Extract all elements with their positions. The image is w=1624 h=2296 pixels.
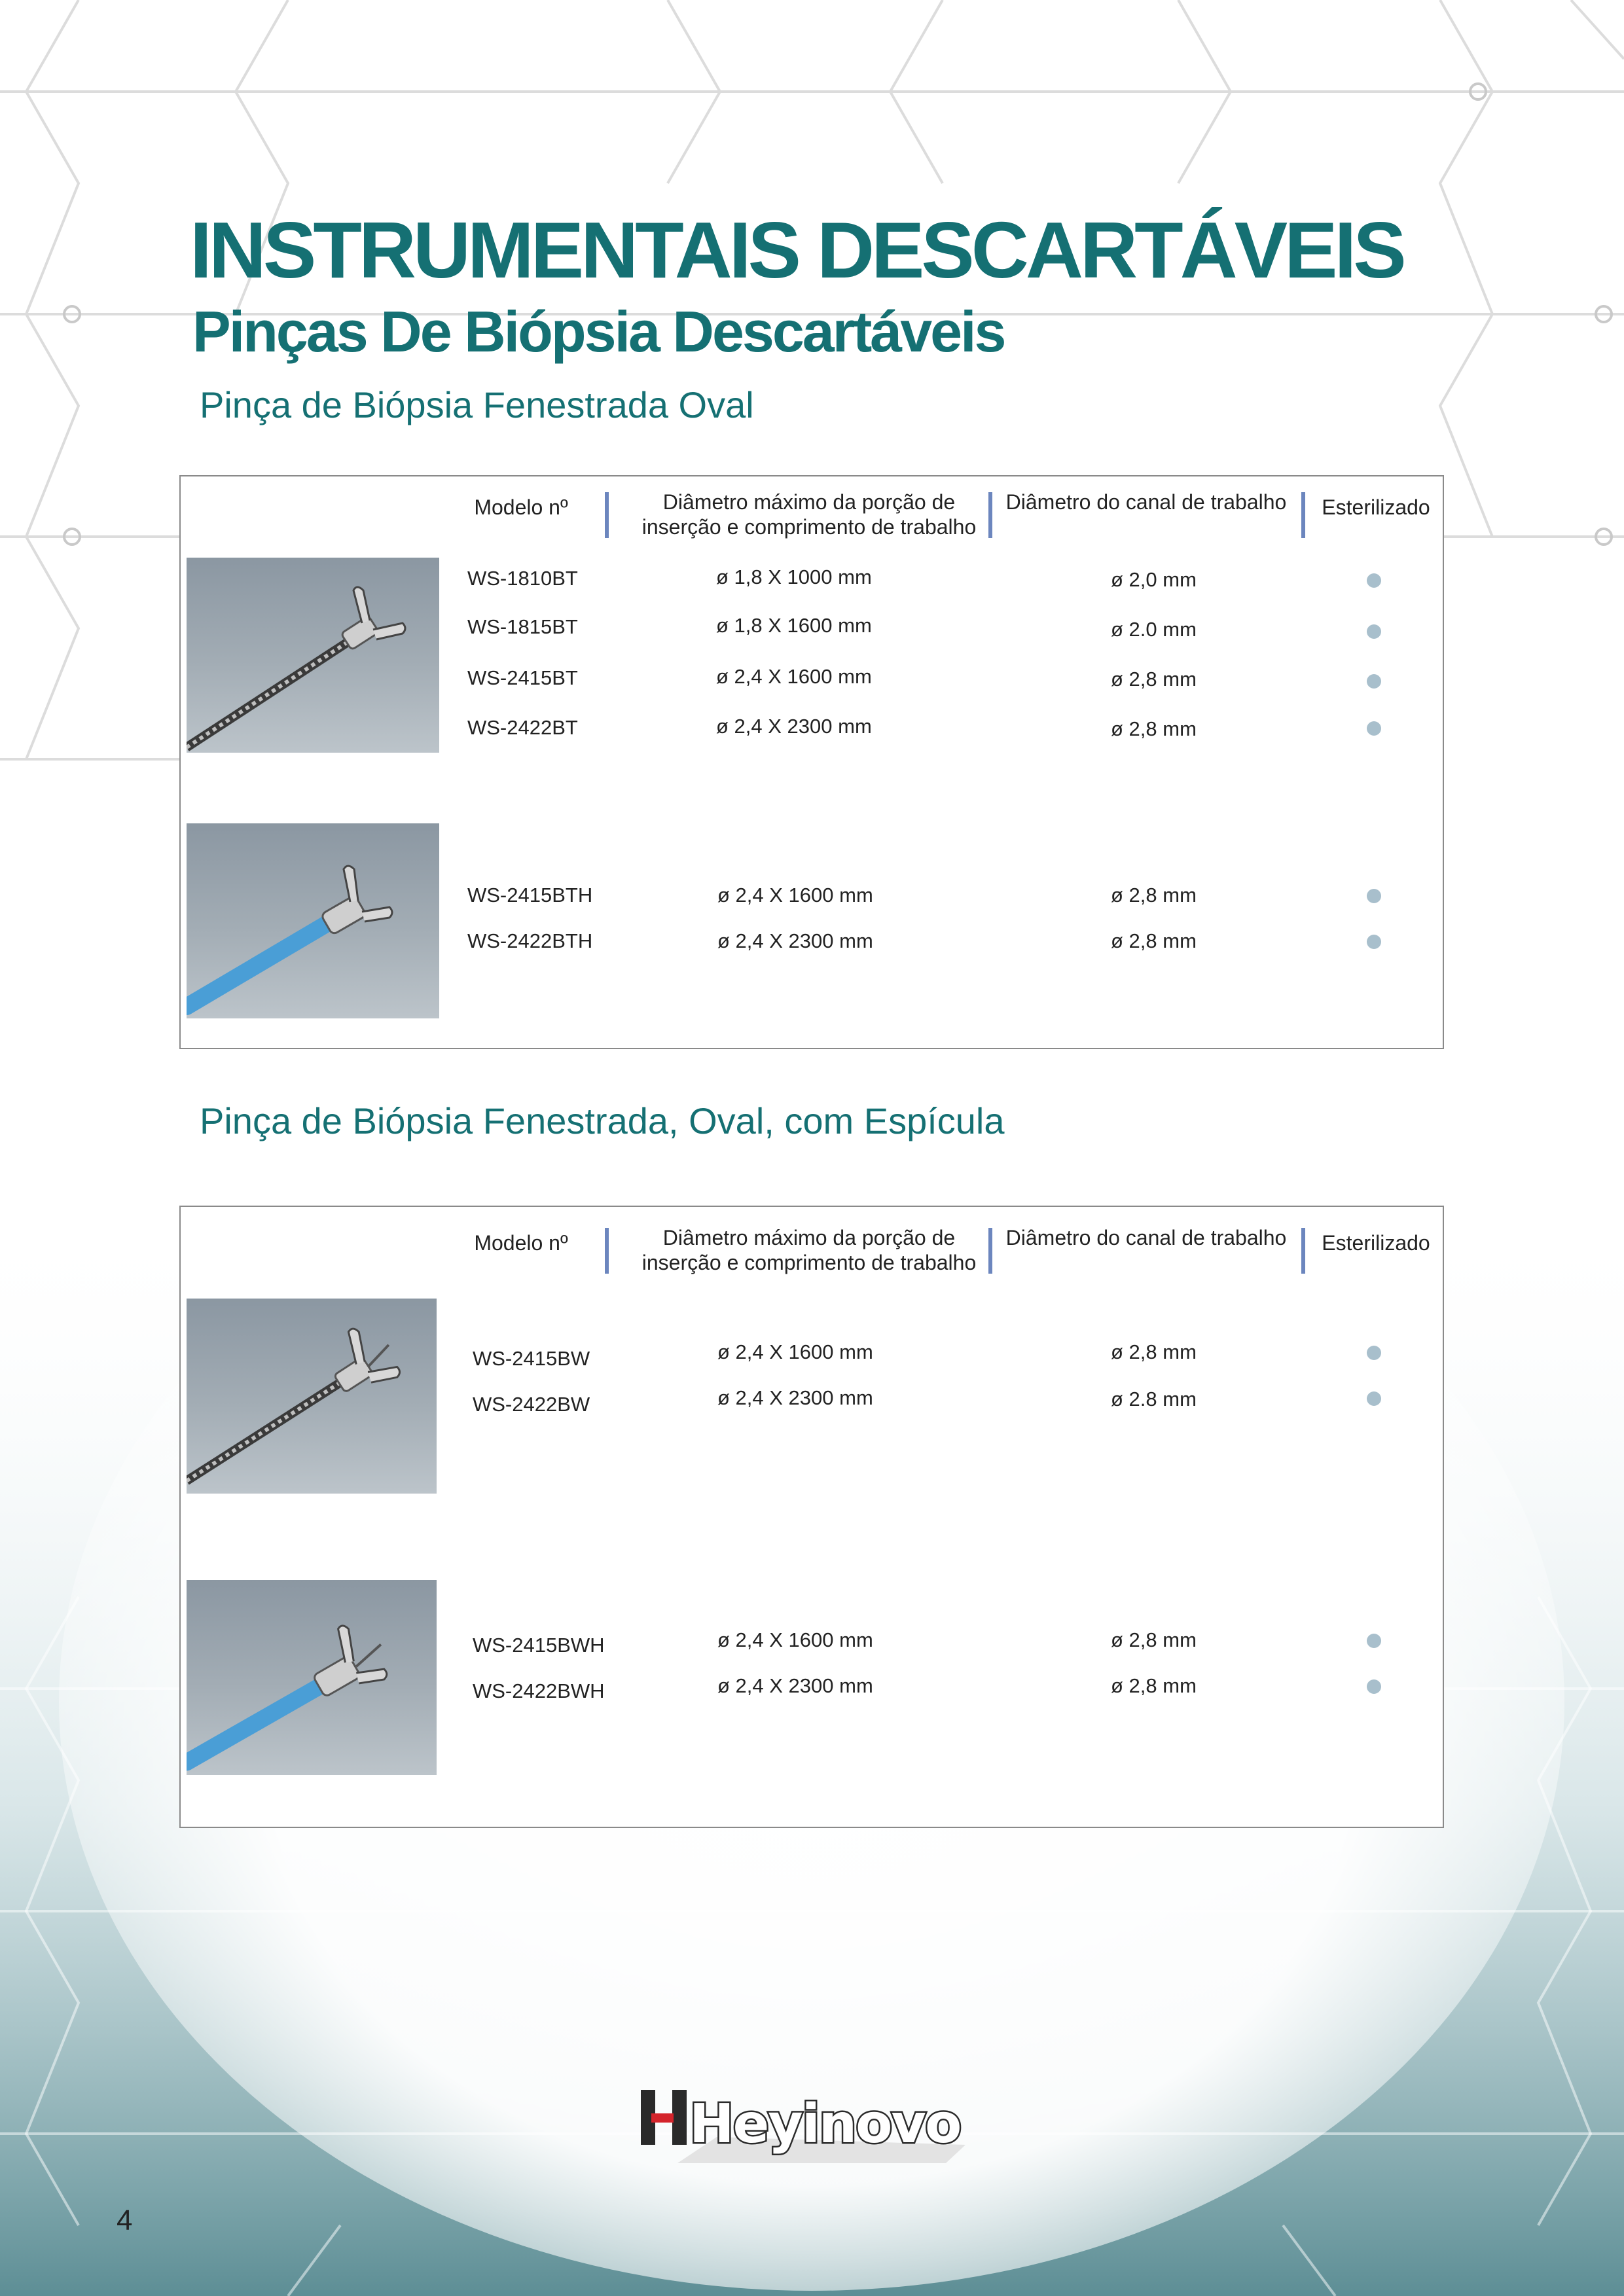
header-diameter-line2: inserção e comprimento de trabalho [641,515,977,539]
sterilized-dot [1367,573,1381,588]
sterilized-dot [1367,721,1381,736]
header-sterilized: Esterilizado [1322,1231,1430,1255]
channel-cell: ø 2,8 mm [1111,1340,1197,1363]
biopsy-forceps-steel-sheath-needle-icon [187,1299,437,1494]
diameter-cell: ø 2,4 X 1600 mm [717,1628,873,1651]
header-sterilized: Esterilizado [1322,495,1430,519]
column-separator [1301,1228,1305,1274]
sterilized-dot [1367,1346,1381,1360]
header-model: Modelo nº [474,1231,568,1255]
header-diameter [613,1225,1005,1275]
channel-cell: ø 2,8 mm [1111,929,1197,952]
channel-cell: ø 2,8 mm [1111,717,1197,740]
sterilized-dot [1367,674,1381,689]
biopsy-forceps-steel-sheath-icon [187,558,439,753]
diameter-cell: ø 2,4 X 2300 mm [717,1386,873,1409]
section-title: Pinça de Biópsia Fenestrada Oval [200,384,754,425]
channel-cell: ø 2,8 mm [1111,1674,1197,1697]
sterilized-dot [1367,1679,1381,1694]
product-table-oval-needle [179,1206,1444,1828]
model-cell: WS-1810BT [467,567,578,590]
model-cell: WS-2422BWH [473,1679,605,1702]
diameter-cell: ø 1,8 X 1000 mm [716,565,872,588]
brand-logo-text: Heyinovo [689,2093,961,2155]
heyinovo-logo [638,2085,965,2163]
diameter-cell: ø 2,4 X 2300 mm [717,929,873,952]
header-diameter [613,490,1005,539]
header-diameter-line2: inserção e comprimento de trabalho [641,1251,977,1274]
sterilized-dot [1367,889,1381,903]
sterilized-dot [1367,1391,1381,1406]
model-cell: WS-1815BT [467,615,578,638]
channel-cell: ø 2,8 mm [1111,668,1197,691]
column-separator [605,1228,609,1274]
header-diameter-line1: Diâmetro máximo da porção de [662,1226,956,1249]
model-cell: WS-2415BTH [467,884,593,906]
diameter-cell: ø 2,4 X 2300 mm [717,1674,873,1697]
diameter-cell: ø 1,8 X 1600 mm [716,614,872,637]
header-model: Modelo nº [474,495,568,519]
diameter-cell: ø 2,4 X 1600 mm [717,1340,873,1363]
section-title: Pinça de Biópsia Fenestrada, Oval, com Espícula [200,1100,1005,1141]
channel-cell: ø 2,8 mm [1111,1628,1197,1651]
diameter-cell: ø 2,4 X 1600 mm [716,665,872,688]
header-channel: Diâmetro do canal de trabalho [1005,1226,1287,1249]
channel-cell: ø 2,8 mm [1111,884,1197,906]
column-separator [605,492,609,538]
model-cell: WS-2422BTH [467,929,593,952]
channel-cell: ø 2.8 mm [1111,1388,1197,1410]
sterilized-dot [1367,935,1381,949]
model-cell: WS-2415BT [467,666,578,689]
column-separator [988,492,992,538]
biopsy-forceps-blue-coated-needle-icon [187,1580,437,1775]
page-subtitle: Pinças De Biópsia Descartáveis [192,299,1005,364]
biopsy-forceps-blue-coated-icon [187,823,439,1018]
model-cell: WS-2415BW [473,1347,590,1370]
sterilized-dot [1367,624,1381,639]
page-title: INSTRUMENTAIS DESCARTÁVEIS [190,206,1403,295]
column-separator [1301,492,1305,538]
header-diameter-line1: Diâmetro máximo da porção de [662,490,956,514]
diameter-cell: ø 2,4 X 2300 mm [716,715,872,738]
diameter-cell: ø 2,4 X 1600 mm [717,884,873,906]
column-separator [988,1228,992,1274]
product-table-oval [179,475,1444,1049]
model-cell: WS-2415BWH [473,1634,605,1657]
page-number: 4 [117,2204,133,2236]
channel-cell: ø 2.0 mm [1111,618,1197,641]
channel-cell: ø 2,0 mm [1111,568,1197,591]
header-channel: Diâmetro do canal de trabalho [1005,490,1287,514]
model-cell: WS-2422BW [473,1393,590,1416]
model-cell: WS-2422BT [467,716,578,739]
sterilized-dot [1367,1634,1381,1648]
